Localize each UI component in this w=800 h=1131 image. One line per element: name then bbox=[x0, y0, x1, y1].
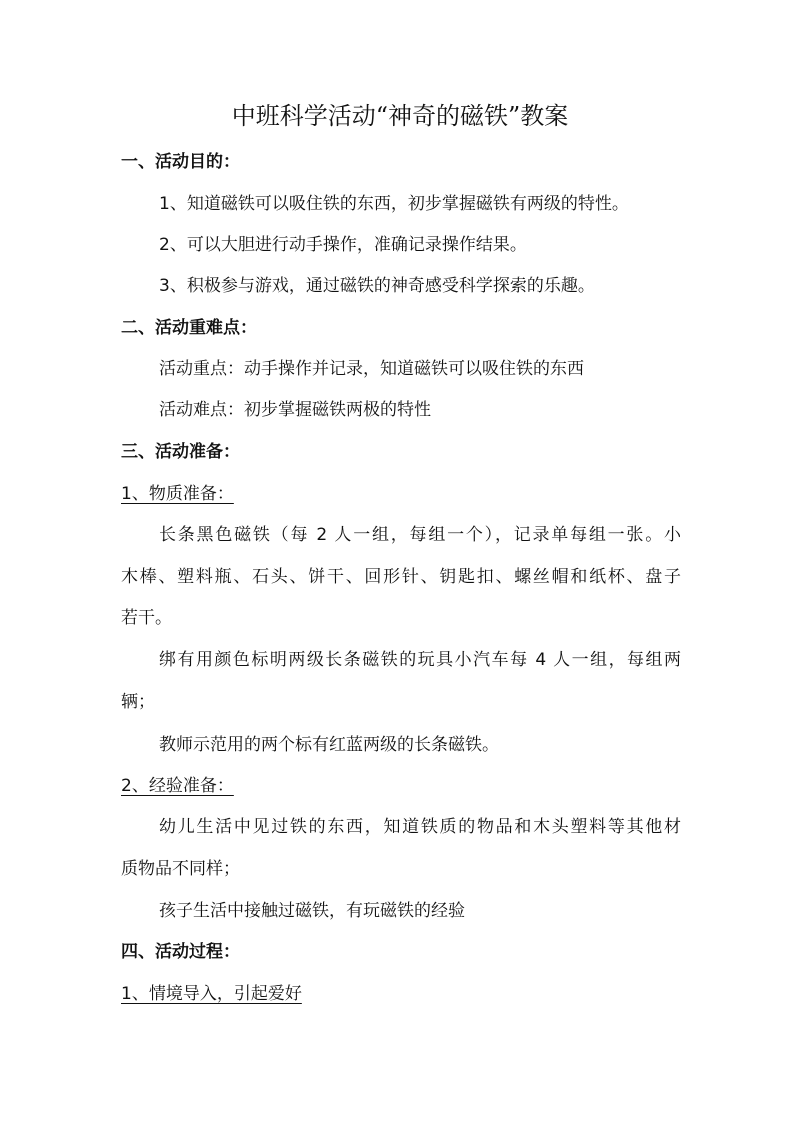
key-point-focus: 活动重点：动手操作并记录，知道磁铁可以吸住铁的东西 bbox=[159, 359, 584, 379]
subheading-experience-preparation: 2、经验准备： bbox=[121, 776, 234, 796]
subheading-situation-introduction: 1、情境导入，引起爱好 bbox=[121, 984, 302, 1004]
objective-item-2: 2、可以大胆进行动手操作，准确记录操作结果。 bbox=[159, 235, 527, 255]
section-heading-objectives: 一、活动目的： bbox=[121, 152, 240, 172]
objective-item-1: 1、知道磁铁可以吸住铁的东西，初步掌握磁铁有两级的特性。 bbox=[159, 194, 629, 214]
material-paragraph-1-line-2: 木棒、塑料瓶、石头、饼干、回形针、钥匙扣、螺丝帽和纸杯、盘子 bbox=[121, 567, 681, 587]
key-point-difficulty: 活动难点：初步掌握磁铁两极的特性 bbox=[159, 400, 431, 420]
material-paragraph-1-line-3: 若干。 bbox=[121, 608, 172, 628]
material-paragraph-3: 教师示范用的两个标有红蓝两级的长条磁铁。 bbox=[159, 735, 499, 755]
experience-paragraph-1-line-2: 质物品不同样； bbox=[121, 859, 240, 879]
section-heading-process: 四、活动过程： bbox=[121, 942, 240, 962]
experience-paragraph-1-line-1: 幼儿生活中见过铁的东西，知道铁质的物品和木头塑料等其他材 bbox=[159, 817, 681, 837]
document-title: 中班科学活动“神奇的磁铁”教案 bbox=[231, 102, 569, 130]
material-paragraph-2-line-2: 辆； bbox=[121, 692, 155, 712]
section-heading-key-points: 二、活动重难点： bbox=[121, 318, 257, 338]
experience-paragraph-2: 孩子生活中接触过磁铁，有玩磁铁的经验 bbox=[159, 901, 465, 921]
section-heading-preparation: 三、活动准备： bbox=[121, 442, 240, 462]
material-paragraph-2-line-1: 绑有用颜色标明两级长条磁铁的玩具小汽车每 4 人一组，每组两 bbox=[159, 650, 681, 670]
objective-item-3: 3、积极参与游戏，通过磁铁的神奇感受科学探索的乐趣。 bbox=[159, 276, 595, 296]
material-paragraph-1-line-1: 长条黑色磁铁（每 2 人一组，每组一个），记录单每组一张。小 bbox=[159, 525, 681, 545]
subheading-material-preparation: 1、物质准备： bbox=[121, 484, 234, 504]
